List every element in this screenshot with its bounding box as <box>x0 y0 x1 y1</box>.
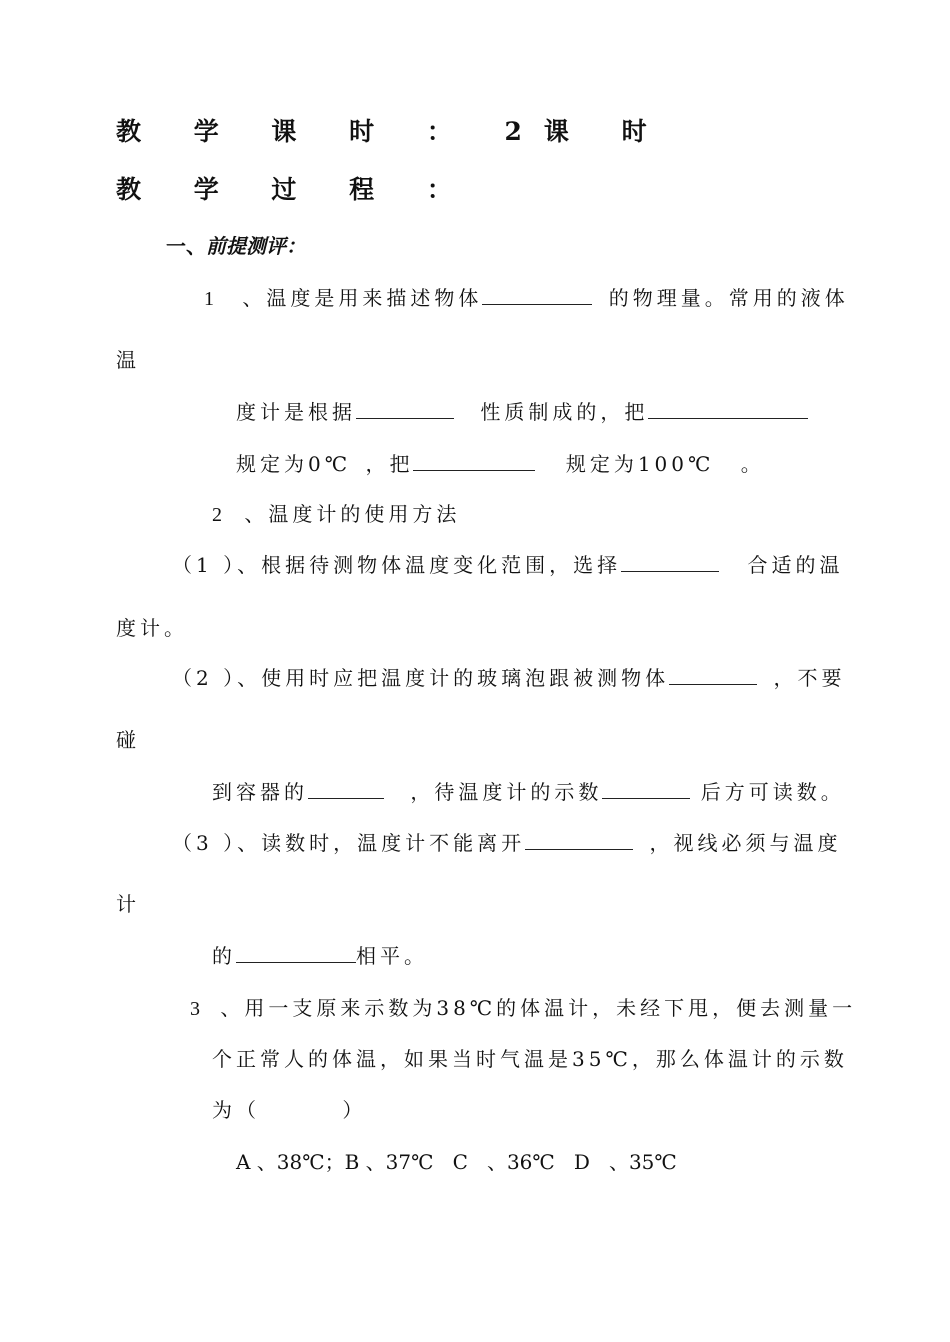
q2-p1-number: （1 <box>172 553 213 577</box>
q1-blank-4 <box>413 450 535 471</box>
q1-line2-text: 度计是根据 <box>236 400 356 424</box>
q3-number: 3 <box>190 998 204 1020</box>
q1-line3-after: 规定为100℃ <box>565 452 715 476</box>
q1-line2 <box>236 398 808 426</box>
q2-p3-wrap: 计 <box>116 892 140 916</box>
q2-p2-text: ）、使用时应把温度计的玻璃泡跟被测物体 <box>223 666 670 690</box>
teaching-process-heading: 教 学 过 程 ： <box>116 175 474 204</box>
q1-text: 、温度是用来描述物体 <box>242 286 483 310</box>
q2-p2-number: （2 <box>172 666 213 690</box>
q2-p2-blank-3 <box>602 778 690 799</box>
q2-p3-number: （3 <box>172 831 213 855</box>
q1-wrap: 温 <box>116 348 140 372</box>
class-hours-heading: 教 学 课 时 ： 2课 时 <box>116 117 669 146</box>
q1-text-after: 的物理量。常用的液体 <box>608 286 849 310</box>
q2-p3-line2-text: 的 <box>212 944 236 968</box>
q1-line3-text: 规定为0℃ <box>236 452 352 476</box>
q2-p3-blank-2 <box>236 942 356 963</box>
q1-blank-2 <box>356 398 454 419</box>
q2-p2-line2-text: 到容器的 <box>212 780 308 804</box>
q3-line3-text: 为（ <box>212 1098 260 1122</box>
q2-p1-after: 合适的温 <box>747 553 844 577</box>
q2-p2-blank-1 <box>669 664 757 685</box>
section-title <box>166 232 306 260</box>
q1-blank-3 <box>648 398 808 419</box>
q2-p3-line2 <box>212 942 428 970</box>
q2-p3-text: ）、读数时，温度计不能离开 <box>223 831 526 855</box>
section-number: 一、 <box>166 234 206 258</box>
q2-title <box>212 500 460 529</box>
q2-p2-line2-mid: ，待温度计的示数 <box>410 780 603 804</box>
q2-p1-text: ）、根据待测物体温度变化范围，选择 <box>223 553 622 577</box>
q3-options: A 、38℃；B 、37℃ C 、36℃ D 、35℃ <box>236 1150 677 1174</box>
q3-line1-text: 、用一支原来示数为38℃的体温计，未经下甩，便去测量一 <box>220 996 857 1020</box>
q3-line2: 个正常人的体温，如果当时气温是35℃，那么体温计的示数 <box>212 1047 848 1071</box>
q2-p3-blank-1 <box>525 829 633 850</box>
q2-p2-wrap: 碰 <box>116 728 140 752</box>
q1-line3-mid: ，把 <box>365 452 414 476</box>
q2-p1-blank <box>621 551 719 572</box>
q2-p3-line2-after: 相平。 <box>356 944 428 968</box>
q1-number: 1 <box>204 288 218 310</box>
q1-line1 <box>204 284 849 313</box>
q2-p1 <box>172 551 843 579</box>
q1-line2-after: 性质制成的，把 <box>480 400 649 424</box>
q2-p1-wrap: 度计。 <box>116 616 188 640</box>
q2-p3 <box>172 829 841 857</box>
section-name: 前提测评： <box>206 234 306 258</box>
q2-p2-line2-after: 后方可读数。 <box>700 780 845 804</box>
q3-line3 <box>212 1096 366 1124</box>
q3-line3-end: ） <box>342 1098 367 1122</box>
q2-p2-blank-2 <box>308 778 384 799</box>
q2-p2-after: ，不要 <box>773 666 846 690</box>
q1-line3-end: 。 <box>740 452 765 476</box>
q1-line3 <box>236 450 765 478</box>
q2-title-text: 、温度计的使用方法 <box>244 502 461 526</box>
q2-p2-line2 <box>212 778 845 806</box>
q3-line1 <box>190 994 856 1023</box>
q2-p3-after: ，视线必须与温度 <box>649 831 842 855</box>
q1-blank-1 <box>482 284 592 305</box>
q2-number: 2 <box>212 504 226 526</box>
q2-p2 <box>172 664 845 692</box>
